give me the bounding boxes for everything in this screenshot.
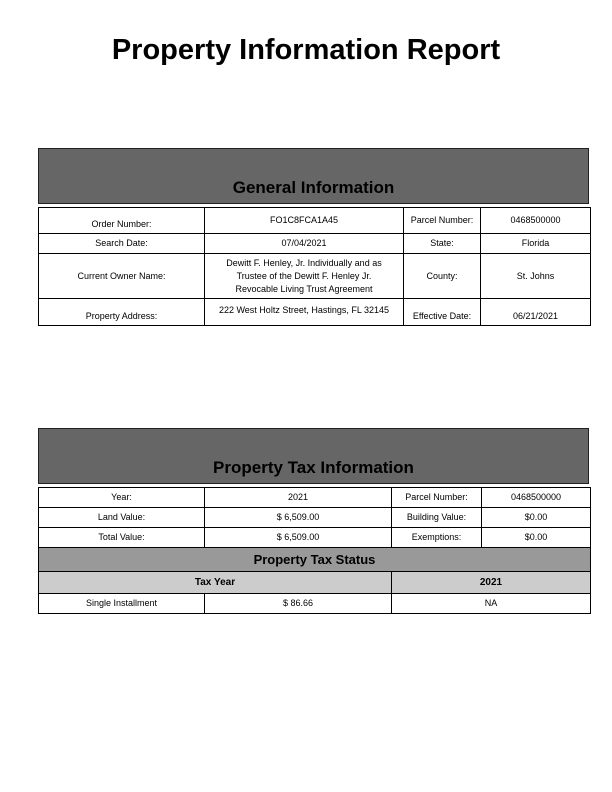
search-date-label: Search Date: [39,234,205,254]
general-information-table [38,207,591,326]
county-value: St. Johns [481,254,591,299]
land-value-label: Land Value: [39,508,205,528]
parcel-number-label: Parcel Number: [404,208,481,234]
land-value: $ 6,509.00 [205,508,392,528]
state-label: State: [404,234,481,254]
effective-date-value: 06/21/2021 [481,299,591,326]
table-row [39,488,591,508]
tax-year-value-column-header: 2021 [392,572,591,594]
order-number-label: Order Number: [39,208,205,234]
tax-year-label: Year: [39,488,205,508]
exemptions-value: $0.00 [482,528,591,548]
installment-amount: $ 86.66 [205,594,392,614]
tax-parcel-number-value: 0468500000 [482,488,591,508]
table-row [39,299,591,326]
general-information-heading: General Information [232,178,395,197]
owner-name-value: Dewitt F. Henley, Jr. Individually and as Trustee of the Dewitt F. Henley Jr. Revocable Living Trust Agreement [205,254,404,299]
parcel-number-value: 0468500000 [481,208,591,234]
effective-date-label: Effective Date: [404,299,481,326]
state-value: Florida [481,234,591,254]
building-value-label: Building Value: [392,508,482,528]
property-tax-information-heading: Property Tax Information [213,458,414,477]
table-row [39,572,591,594]
table-row [39,254,591,299]
page-title: Property Information Report [111,34,501,66]
tax-year-column-header: Tax Year [39,572,392,594]
table-row [39,594,591,614]
property-address-value: 222 West Holtz Street, Hastings, FL 32145 [205,299,404,326]
building-value: $0.00 [482,508,591,528]
owner-name-label: Current Owner Name: [39,254,205,299]
installment-status: NA [392,594,591,614]
exemptions-label: Exemptions: [392,528,482,548]
table-row [39,234,591,254]
property-tax-status-heading: Property Tax Status [39,548,591,572]
table-row [39,208,591,234]
tax-parcel-number-label: Parcel Number: [392,488,482,508]
property-address-label: Property Address: [39,299,205,326]
search-date-value: 07/04/2021 [205,234,404,254]
county-label: County: [404,254,481,299]
table-row [39,508,591,528]
table-row [39,548,591,572]
installment-label: Single Installment [39,594,205,614]
general-information-header [38,148,589,204]
order-number-value: FO1C8FCA1A45 [205,208,404,234]
property-tax-information-header [38,428,589,484]
total-value-label: Total Value: [39,528,205,548]
table-row [39,528,591,548]
property-tax-table [38,487,591,614]
tax-year-value: 2021 [205,488,392,508]
total-value: $ 6,509.00 [205,528,392,548]
